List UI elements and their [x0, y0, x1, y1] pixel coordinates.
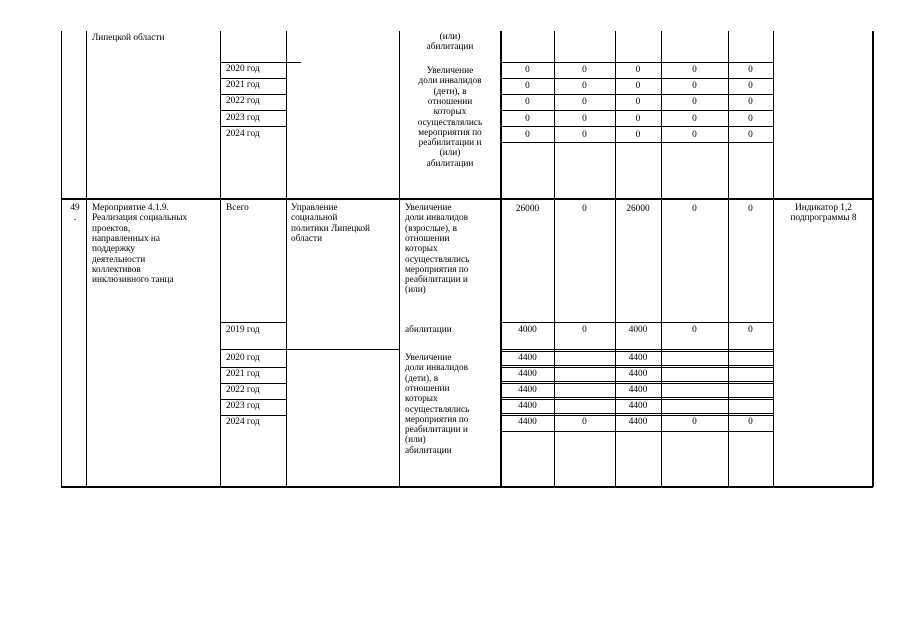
indicator-text: реабилитации и [405, 425, 468, 436]
value-cell: 4000 [518, 325, 537, 335]
row-number: 49 [70, 203, 80, 213]
indicator-text: (дети), в [405, 373, 439, 384]
row-line [501, 399, 773, 400]
value-cell: 4000 [628, 325, 648, 335]
row-line [501, 413, 773, 414]
indicator-text: осуществлялись [405, 404, 470, 415]
indicator-text: (или) [405, 435, 426, 446]
value-cell: 0 [582, 81, 587, 92]
indicator-text: Увеличение [405, 203, 452, 213]
value-cell: 0 [635, 97, 641, 108]
value-cell: 0 [692, 113, 697, 124]
measure-text: поддержку [92, 244, 136, 255]
year-label: 2023 год [226, 401, 260, 411]
value-cell: 0 [692, 325, 697, 335]
value-cell: 0 [692, 129, 697, 140]
indicator-text: абилитации [426, 158, 474, 169]
value-cell: 0 [635, 113, 641, 124]
measure-text: коллективов [92, 264, 141, 275]
indicator-text: отношении [427, 96, 473, 107]
value-cell: 0 [748, 97, 753, 108]
indicator-text: которых [433, 107, 467, 118]
executor-text: социальной [291, 213, 338, 224]
row-line [220, 62, 286, 63]
indicator-text: абилитации [405, 445, 452, 456]
indicator-text: (взрослые), в [405, 223, 457, 234]
year-label: 2020 год [226, 353, 260, 363]
indicator-text: абилитации [405, 325, 452, 335]
value-cell: 0 [692, 417, 697, 427]
indicator-text: Увеличение [405, 353, 452, 363]
value-cell: 0 [692, 81, 697, 92]
value-cell: 0 [582, 417, 587, 427]
year-label: 2024 год [226, 128, 260, 139]
indicator-text: (или) [405, 285, 426, 296]
value-cell: 0 [525, 129, 530, 140]
row-line [501, 381, 773, 382]
table-border-bottom [61, 486, 873, 488]
col-line [86, 31, 87, 487]
row-line [220, 415, 286, 416]
row-line [501, 383, 773, 384]
value-cell: 0 [692, 204, 697, 214]
row-line [501, 431, 773, 432]
row-line [220, 383, 286, 384]
col-line [220, 31, 221, 487]
row-line [501, 351, 773, 352]
row-line [501, 126, 773, 127]
value-cell: 0 [582, 65, 587, 75]
indicator-text: доли инвалидов [405, 213, 469, 224]
value-cell: 0 [692, 97, 697, 108]
row-line [220, 110, 286, 111]
row-line [501, 78, 773, 79]
value-cell: 0 [692, 65, 697, 75]
value-cell: 4400 [628, 417, 648, 427]
row-number: . [73, 213, 77, 224]
region-text: Липецкой области [92, 33, 165, 43]
row-line [501, 397, 773, 398]
value-cell: 0 [635, 81, 641, 92]
indicator-text: отношении [405, 383, 450, 394]
total-label: Всего [226, 203, 249, 213]
value-cell: 0 [748, 129, 753, 140]
year-label: 2019 год [226, 325, 260, 335]
value-cell: 0 [748, 204, 753, 214]
value-cell: 0 [525, 113, 530, 124]
measure-text: инклюзивного танца [92, 275, 174, 286]
value-cell: 4400 [628, 401, 648, 411]
value-cell: 0 [748, 113, 753, 124]
value-cell: 0 [582, 113, 587, 124]
indicator-text: реабилитации и [418, 138, 482, 149]
value-cell: 0 [582, 204, 587, 214]
indicator-text: Увеличение [426, 66, 474, 76]
year-label: 2022 год [226, 385, 260, 395]
value-cell: 0 [525, 65, 530, 75]
indicator-text: мероприятия по [405, 264, 469, 275]
value-cell: 4400 [518, 385, 537, 395]
indicator-text: (или) [439, 32, 461, 42]
value-cell: 4400 [628, 353, 648, 363]
row-separator [61, 198, 873, 200]
value-cell: 26000 [515, 204, 540, 214]
indicator-text: абилитации [426, 42, 474, 53]
year-label: 2020 год [226, 64, 260, 74]
table-border-right [872, 31, 874, 487]
value-cell: 0 [525, 97, 530, 108]
value-cell: 4400 [628, 385, 648, 395]
value-cell: 4400 [518, 401, 537, 411]
col-line [773, 31, 774, 487]
row-line [220, 399, 286, 400]
indicator-text: которых [405, 394, 438, 405]
year-label: 2023 год [226, 112, 260, 123]
executor-text: области [291, 233, 323, 244]
col-line [286, 31, 287, 487]
row-line [501, 142, 773, 143]
row-line [501, 110, 773, 111]
row-line [501, 365, 773, 366]
row-line [501, 367, 773, 368]
measure-text: Реализация социальных [92, 213, 188, 224]
row-line [220, 367, 286, 368]
row-line [501, 322, 773, 323]
value-cell: 0 [582, 97, 587, 108]
indicator-text: осуществлялись [405, 254, 470, 265]
year-label: 2022 год [226, 96, 260, 107]
value-cell: 0 [635, 129, 641, 140]
year-label: 2024 год [226, 417, 260, 427]
indicator-text: которых [405, 244, 438, 255]
year-label: 2021 год [226, 80, 260, 91]
value-cell: 0 [748, 325, 753, 335]
value-cell: 0 [582, 325, 587, 335]
value-cell: 0 [748, 417, 753, 427]
row-line [220, 94, 286, 95]
indicator-text: отношении [405, 233, 450, 244]
value-cell: 4400 [518, 353, 537, 363]
value-cell: 0 [525, 81, 530, 92]
indicator-text: мероприятия по [405, 414, 469, 425]
row-line [220, 322, 286, 323]
value-cell: 0 [748, 65, 753, 75]
measure-text: направленных на [92, 233, 161, 244]
row-line [501, 415, 773, 416]
measure-text: деятельности [92, 254, 146, 265]
row-line [220, 78, 286, 79]
indicator-text: мероприятия по [418, 127, 482, 138]
value-cell: 0 [582, 129, 587, 140]
table-border-left [61, 31, 62, 487]
row-line [501, 349, 773, 350]
measure-text: проектов, [92, 223, 131, 234]
value-cell: 0 [748, 81, 753, 92]
row-line [220, 349, 400, 350]
indicator-text: (дети), в [433, 86, 467, 97]
indicator-text: осуществлялись [417, 117, 483, 128]
indicator-text: реабилитации и [405, 275, 468, 286]
result-indicator: подпрограммы 8 [790, 213, 857, 224]
value-cell: 4400 [518, 417, 537, 427]
value-cell: 26000 [626, 204, 650, 214]
value-cell: 0 [635, 65, 641, 75]
indicator-text: (или) [439, 148, 461, 159]
result-indicator: Индикатор 1,2 [795, 203, 852, 213]
row-line [501, 94, 773, 95]
indicator-text: доли инвалидов [418, 76, 482, 87]
value-cell: 4400 [518, 369, 537, 379]
row-line [501, 62, 773, 63]
year-label: 2021 год [226, 369, 260, 379]
indicator-text: доли инвалидов [405, 363, 469, 374]
executor-text: Управление [291, 203, 338, 213]
value-cell: 4400 [628, 369, 648, 379]
measure-text: Мероприятие 4.1.9. [92, 203, 169, 213]
row-line [220, 126, 286, 127]
executor-text: политики Липецкой [291, 223, 370, 234]
